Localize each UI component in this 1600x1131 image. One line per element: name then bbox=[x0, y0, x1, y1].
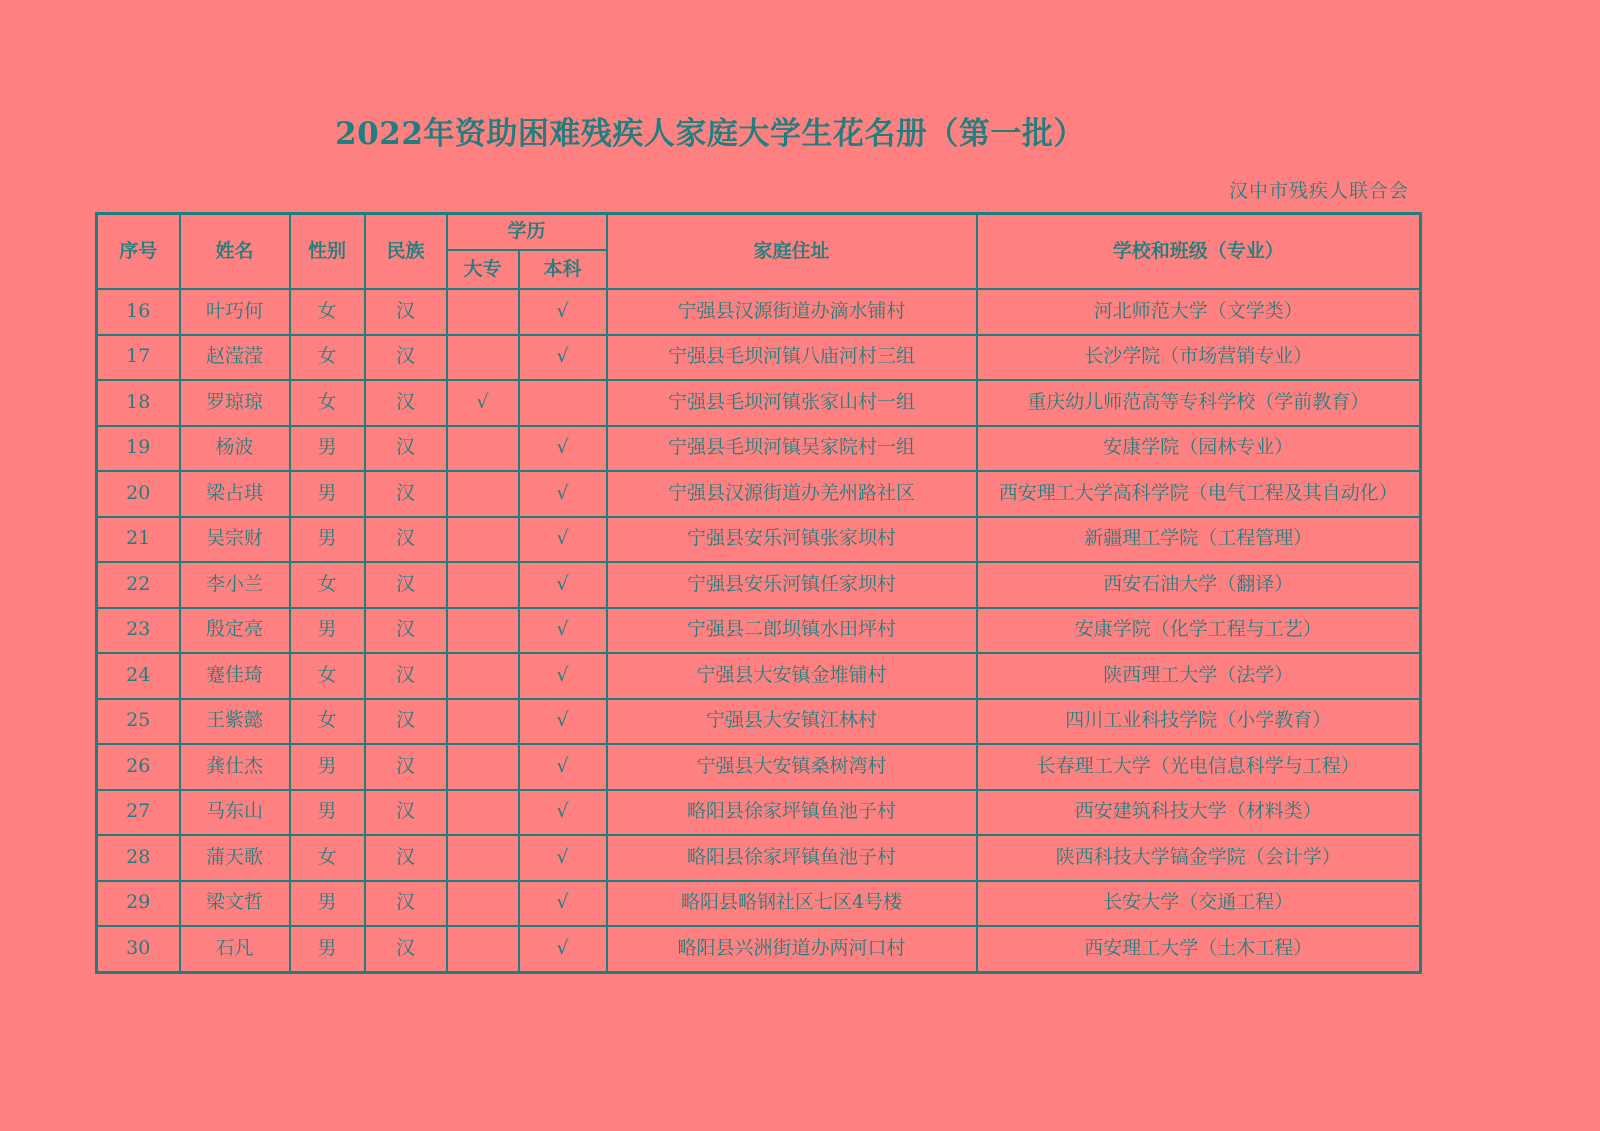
cell-name: 马东山 bbox=[180, 790, 290, 836]
cell-ethnicity: 汉 bbox=[365, 562, 447, 608]
cell-bachelor: √ bbox=[519, 744, 607, 790]
header-gender: 性别 bbox=[290, 214, 365, 290]
cell-seq: 19 bbox=[97, 426, 180, 472]
cell-bachelor: √ bbox=[519, 790, 607, 836]
cell-address: 略阳县徐家坪镇鱼池子村 bbox=[607, 790, 977, 836]
cell-gender: 女 bbox=[290, 562, 365, 608]
table-row bbox=[97, 653, 1421, 699]
cell-name: 吴宗财 bbox=[180, 517, 290, 563]
cell-school: 西安建筑科技大学（材料类） bbox=[977, 790, 1421, 836]
page-title bbox=[0, 108, 1600, 153]
cell-college: √ bbox=[447, 380, 519, 426]
cell-gender: 男 bbox=[290, 881, 365, 927]
table-row bbox=[97, 380, 1421, 426]
cell-bachelor: √ bbox=[519, 471, 607, 517]
cell-seq: 20 bbox=[97, 471, 180, 517]
cell-college bbox=[447, 517, 519, 563]
organization-name: 汉中市残疾人联合会 bbox=[1228, 180, 1409, 202]
cell-college bbox=[447, 835, 519, 881]
cell-address: 略阳县兴洲街道办两河口村 bbox=[607, 926, 977, 972]
cell-address: 宁强县毛坝河镇张家山村一组 bbox=[607, 380, 977, 426]
cell-ethnicity: 汉 bbox=[365, 608, 447, 654]
table-row bbox=[97, 699, 1421, 745]
cell-seq: 27 bbox=[97, 790, 180, 836]
header-name: 姓名 bbox=[180, 214, 290, 290]
cell-college bbox=[447, 699, 519, 745]
cell-address: 宁强县毛坝河镇吴家院村一组 bbox=[607, 426, 977, 472]
cell-address: 略阳县略钢社区七区4号楼 bbox=[607, 881, 977, 927]
cell-address: 宁强县汉源街道办滴水铺村 bbox=[607, 289, 977, 335]
cell-college bbox=[447, 790, 519, 836]
cell-ethnicity: 汉 bbox=[365, 881, 447, 927]
cell-school: 长安大学（交通工程） bbox=[977, 881, 1421, 927]
table-row bbox=[97, 562, 1421, 608]
cell-address: 宁强县安乐河镇张家坝村 bbox=[607, 517, 977, 563]
cell-name: 蒲天歌 bbox=[180, 835, 290, 881]
table-row bbox=[97, 335, 1421, 381]
cell-seq: 26 bbox=[97, 744, 180, 790]
cell-name: 龚仕杰 bbox=[180, 744, 290, 790]
cell-seq: 28 bbox=[97, 835, 180, 881]
header-bachelor: 本科 bbox=[519, 250, 607, 289]
cell-bachelor: √ bbox=[519, 562, 607, 608]
cell-bachelor: √ bbox=[519, 608, 607, 654]
table-row bbox=[97, 471, 1421, 517]
cell-bachelor: √ bbox=[519, 426, 607, 472]
cell-ethnicity: 汉 bbox=[365, 517, 447, 563]
cell-ethnicity: 汉 bbox=[365, 426, 447, 472]
table-row bbox=[97, 881, 1421, 927]
header-seq: 序号 bbox=[97, 214, 180, 290]
cell-seq: 22 bbox=[97, 562, 180, 608]
cell-seq: 23 bbox=[97, 608, 180, 654]
cell-school: 新疆理工学院（工程管理） bbox=[977, 517, 1421, 563]
cell-college bbox=[447, 744, 519, 790]
table-row bbox=[97, 289, 1421, 335]
cell-bachelor: √ bbox=[519, 881, 607, 927]
cell-gender: 男 bbox=[290, 426, 365, 472]
header-education: 学历 bbox=[447, 214, 607, 251]
cell-school: 西安理工大学高科学院（电气工程及其自动化） bbox=[977, 471, 1421, 517]
student-roster-table bbox=[95, 212, 1422, 974]
cell-seq: 16 bbox=[97, 289, 180, 335]
cell-ethnicity: 汉 bbox=[365, 335, 447, 381]
cell-address: 宁强县毛坝河镇八庙河村三组 bbox=[607, 335, 977, 381]
cell-school: 陕西理工大学（法学） bbox=[977, 653, 1421, 699]
table-row bbox=[97, 926, 1421, 972]
roster-body bbox=[97, 289, 1421, 972]
cell-school: 四川工业科技学院（小学教育） bbox=[977, 699, 1421, 745]
cell-name: 罗琼琼 bbox=[180, 380, 290, 426]
cell-school: 西安石油大学（翻译） bbox=[977, 562, 1421, 608]
cell-bachelor: √ bbox=[519, 926, 607, 972]
cell-gender: 女 bbox=[290, 653, 365, 699]
table-row bbox=[97, 426, 1421, 472]
cell-ethnicity: 汉 bbox=[365, 653, 447, 699]
table-row bbox=[97, 608, 1421, 654]
cell-school: 安康学院（化学工程与工艺） bbox=[977, 608, 1421, 654]
cell-seq: 17 bbox=[97, 335, 180, 381]
cell-bachelor: √ bbox=[519, 335, 607, 381]
cell-college bbox=[447, 608, 519, 654]
header-ethnicity: 民族 bbox=[365, 214, 447, 290]
cell-bachelor: √ bbox=[519, 653, 607, 699]
cell-name: 梁占琪 bbox=[180, 471, 290, 517]
cell-ethnicity: 汉 bbox=[365, 926, 447, 972]
cell-address: 宁强县二郎坝镇水田坪村 bbox=[607, 608, 977, 654]
cell-name: 石凡 bbox=[180, 926, 290, 972]
cell-address: 略阳县徐家坪镇鱼池子村 bbox=[607, 835, 977, 881]
cell-gender: 女 bbox=[290, 335, 365, 381]
cell-ethnicity: 汉 bbox=[365, 744, 447, 790]
table-row bbox=[97, 790, 1421, 836]
cell-college bbox=[447, 926, 519, 972]
cell-address: 宁强县安乐河镇任家坝村 bbox=[607, 562, 977, 608]
cell-school: 长春理工大学（光电信息科学与工程） bbox=[977, 744, 1421, 790]
cell-school: 陕西科技大学镐金学院（会计学） bbox=[977, 835, 1421, 881]
cell-gender: 男 bbox=[290, 744, 365, 790]
cell-name: 赵滢滢 bbox=[180, 335, 290, 381]
cell-college bbox=[447, 289, 519, 335]
cell-gender: 男 bbox=[290, 471, 365, 517]
cell-gender: 女 bbox=[290, 699, 365, 745]
cell-gender: 男 bbox=[290, 608, 365, 654]
cell-ethnicity: 汉 bbox=[365, 289, 447, 335]
cell-college bbox=[447, 335, 519, 381]
table-row bbox=[97, 744, 1421, 790]
cell-ethnicity: 汉 bbox=[365, 699, 447, 745]
header-address: 家庭住址 bbox=[607, 214, 977, 290]
header-college: 大专 bbox=[447, 250, 519, 289]
cell-gender: 女 bbox=[290, 380, 365, 426]
cell-name: 殷定亮 bbox=[180, 608, 290, 654]
cell-ethnicity: 汉 bbox=[365, 835, 447, 881]
cell-college bbox=[447, 653, 519, 699]
cell-seq: 30 bbox=[97, 926, 180, 972]
cell-name: 梁文哲 bbox=[180, 881, 290, 927]
cell-bachelor: √ bbox=[519, 835, 607, 881]
cell-bachelor: √ bbox=[519, 699, 607, 745]
cell-seq: 29 bbox=[97, 881, 180, 927]
cell-college bbox=[447, 471, 519, 517]
cell-school: 安康学院（园林专业） bbox=[977, 426, 1421, 472]
table-row bbox=[97, 517, 1421, 563]
cell-seq: 21 bbox=[97, 517, 180, 563]
cell-seq: 24 bbox=[97, 653, 180, 699]
cell-bachelor: √ bbox=[519, 517, 607, 563]
cell-school: 重庆幼儿师范高等专科学校（学前教育） bbox=[977, 380, 1421, 426]
cell-address: 宁强县大安镇桑树湾村 bbox=[607, 744, 977, 790]
cell-ethnicity: 汉 bbox=[365, 471, 447, 517]
table-row bbox=[97, 835, 1421, 881]
cell-name: 叶巧何 bbox=[180, 289, 290, 335]
cell-ethnicity: 汉 bbox=[365, 380, 447, 426]
cell-ethnicity: 汉 bbox=[365, 790, 447, 836]
cell-college bbox=[447, 562, 519, 608]
cell-college bbox=[447, 426, 519, 472]
cell-bachelor: √ bbox=[519, 289, 607, 335]
cell-name: 王紫懿 bbox=[180, 699, 290, 745]
cell-name: 杨波 bbox=[180, 426, 290, 472]
cell-gender: 男 bbox=[290, 790, 365, 836]
cell-address: 宁强县大安镇江林村 bbox=[607, 699, 977, 745]
cell-address: 宁强县大安镇金堆铺村 bbox=[607, 653, 977, 699]
cell-school: 西安理工大学（土木工程） bbox=[977, 926, 1421, 972]
cell-school: 河北师范大学（文学类） bbox=[977, 289, 1421, 335]
cell-address: 宁强县汉源街道办羌州路社区 bbox=[607, 471, 977, 517]
cell-gender: 女 bbox=[290, 835, 365, 881]
cell-gender: 男 bbox=[290, 517, 365, 563]
cell-seq: 18 bbox=[97, 380, 180, 426]
cell-school: 长沙学院（市场营销专业） bbox=[977, 335, 1421, 381]
cell-seq: 25 bbox=[97, 699, 180, 745]
cell-bachelor bbox=[519, 380, 607, 426]
cell-name: 李小兰 bbox=[180, 562, 290, 608]
cell-gender: 女 bbox=[290, 289, 365, 335]
cell-name: 蹇佳琦 bbox=[180, 653, 290, 699]
cell-college bbox=[447, 881, 519, 927]
page-title-text: 2022年资助困难残疾人家庭大学生花名册（第一批） bbox=[335, 116, 1085, 152]
header-school: 学校和班级（专业） bbox=[977, 214, 1421, 290]
cell-gender: 男 bbox=[290, 926, 365, 972]
